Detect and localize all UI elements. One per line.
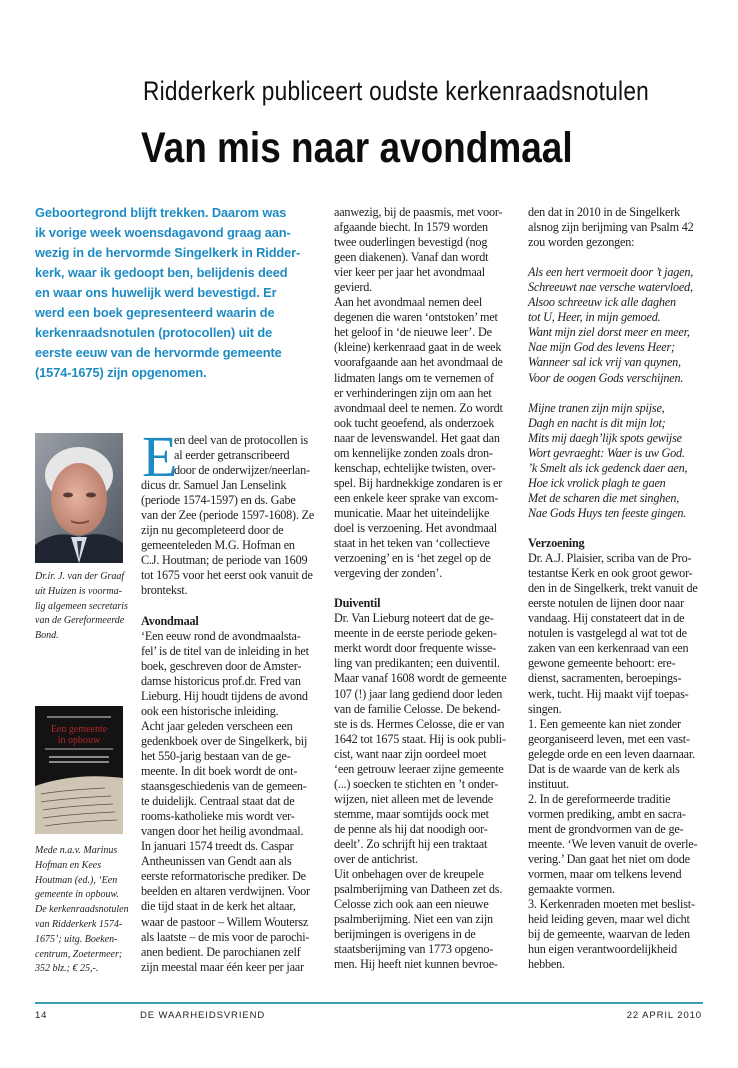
body-line: Uit onbehagen over de kreupele [334, 867, 484, 882]
author-photo [35, 433, 123, 563]
svg-text:Een gemeente: Een gemeente [50, 724, 108, 735]
body-line: alsnog zijn berijming van Psalm 42 [528, 220, 694, 235]
psalm-verse-line: Hoe ick vrolick plagh te gaen [528, 475, 666, 490]
body-line: ste is ds. Hermes Celosse, die er van [334, 716, 505, 731]
body-line: de penne als hij dat noodigh oor- [334, 821, 488, 836]
body-line: doel is verzoening. Het avondmaal [334, 520, 497, 535]
body-line: ook tucht geoefend, als onderzoek [334, 415, 495, 430]
body-line: door de onderwijzer/neerlan- [174, 463, 310, 478]
body-line: den dat in 2010 in de Singelkerk [528, 205, 681, 219]
body-line: Antheunissen van Gendt aan als [141, 854, 292, 869]
body-line: bij de gemeente, waarvan de leden [528, 927, 690, 942]
caption-line: De kerkenraadsnotulen [35, 904, 129, 916]
body-line: instituut. [528, 776, 570, 791]
body-line: Acht jaar geleden verscheen een [141, 718, 293, 733]
photo-caption [35, 570, 130, 644]
body-line: Aan het avondmaal nemen deel [334, 295, 483, 310]
body-line: kenschap, echtelijke twisten, over- [334, 460, 496, 475]
section-heading: Verzoening [528, 536, 585, 551]
lead-line: werd een boek gepresenteerd waarin de [35, 305, 275, 320]
caption-line: van de Gereformeerde [35, 615, 125, 627]
body-line: spel. Bij hardnekkige zondaren is er [334, 475, 503, 490]
body-line: het 550-jarig bestaan van de ge- [141, 748, 291, 763]
psalm-verse-line: Want mijn ziel dorst meer en meer, [528, 325, 690, 340]
body-line: (kleine) kerkenraad gaat in de week [334, 340, 502, 355]
issue-date: 22 APRIL 2010 [626, 1010, 702, 1021]
lead-line: kerk, waar ik gedoopt ben, belijdenis deed [35, 265, 288, 280]
body-line: gemeenteleden M.G. Hofman en [141, 538, 295, 553]
body-line: Dr. A.J. Plaisier, scriba van de Pro- [528, 551, 692, 566]
psalm-verse-line: Wort gevraeght: Waer is uw God. [528, 445, 685, 460]
body-line: 3. Kerkenraden moeten met beslist- [528, 897, 695, 912]
body-line: vering.’ Dan gaat het niet om dode [528, 852, 690, 867]
body-line: psalmberijming van Datheen zet ds. [334, 882, 503, 897]
body-line: heid leiding geven, maar wel dicht [528, 912, 690, 927]
psalm-verse-line: Als een hert vermoeit door ’t jagen, [528, 265, 694, 280]
body-line: brontekst. [141, 583, 188, 598]
body-line: damse historicus prof.dr. Fred van [141, 673, 301, 688]
body-line: anen bedient. De parochianen zelf [141, 944, 301, 959]
body-line: degenen die waren ‘ontstoken’ met [334, 310, 498, 325]
body-line: en deel van de protocollen is [174, 433, 308, 447]
body-line: ‘Een eeuw rond de avondmaalsta- [141, 628, 301, 643]
body-line: meente in de eerste periode geken- [334, 626, 497, 641]
body-line: over de antichrist. [334, 852, 418, 867]
body-line: fel’ is de titel van de inleiding in het [141, 643, 309, 658]
caption-line: Bond. [35, 630, 59, 642]
body-line: het geloof in ‘de nieuwe leer’. De [334, 325, 492, 340]
lead-paragraph [35, 203, 325, 383]
body-line: Dr. Van Lieburg noteert dat de ge- [334, 611, 494, 626]
body-line: werk, tucht. Hij maakt vijf toepas- [528, 686, 689, 701]
body-line: hun eigen verantwoordelijkheid [528, 942, 678, 957]
psalm-verse-line: Alsoo schreeuw ick alle daghen [528, 295, 676, 310]
body-line: georganiseerd leven, met een vast- [528, 731, 690, 746]
body-line: Maar vanaf 1608 wordt de gemeente [334, 671, 507, 686]
body-line: ling van predikanten; een duiventil. [334, 656, 500, 671]
lead-line: kerkenraadsnotulen (protocollen) uit de [35, 325, 273, 340]
caption-line: uit Huizen is voorma- [35, 585, 122, 597]
body-line: zijn meestal maar één keer per jaar [141, 959, 304, 974]
body-line: Celosse zich ook aan een nieuwe [334, 897, 489, 912]
body-line: geen diakenen). Vanaf dan wordt [334, 250, 489, 265]
body-line: boek, geschreven door de Amster- [141, 658, 302, 673]
body-line: staansgeschiedenis van de gemeen- [141, 779, 307, 794]
footer-rule [35, 1002, 703, 1004]
body-line: een enkele keer sprake van excom- [334, 490, 499, 505]
psalm-verse-line: tot U, Heer, in mijn gemoed. [528, 310, 661, 325]
body-line: gelegde orde en een leven daarnaar. [528, 746, 695, 761]
body-line: ook een historische inleiding. [141, 703, 279, 718]
psalm-verse-line: Met de scharen die met singhen, [528, 490, 680, 505]
body-line: gewone gemeente behoort: ere- [528, 656, 676, 671]
caption-line: Hofman en Kees [35, 859, 102, 871]
body-line: vormen, maar om telkens levend [528, 867, 682, 882]
page-number: 14 [35, 1010, 48, 1021]
body-line: notulen is vastgelegd al wat tot de [528, 626, 687, 641]
caption-line: van Ridderkerk 1574- [35, 918, 123, 930]
paragraph-spacer [528, 521, 708, 536]
body-line: vier keer per jaar het avondmaal [334, 265, 485, 280]
psalm-verse-line: ’k Smelt als ick gedenck daer aen, [528, 460, 688, 475]
body-line: avondmaal deel te nemen. Zo wordt [334, 400, 503, 415]
psalm-verse-line: Nae Gods Huys ten feeste gingen. [528, 505, 687, 520]
body-line: vormen prediking, ambt en sacra- [528, 806, 686, 821]
body-line: om kennelijke zonden zoals dron- [334, 445, 493, 460]
body-line: ‘een getrouw leeraer zijne gemeente [334, 761, 504, 776]
body-line: deelt’. Zo schrijft hij een traktaat [334, 836, 488, 851]
section-heading: Avondmaal [141, 613, 199, 628]
body-line: afgaande biecht. In 1579 worden [334, 220, 488, 235]
caption-line: Mede n.a.v. Marinus [35, 845, 118, 856]
article-column-3 [528, 205, 708, 972]
body-line: 1642 tot 1675 staat. Hij is ook publi- [334, 731, 506, 746]
lead-line: wezig in de hervormde Singelkerk in Ridder- [35, 245, 301, 260]
body-line: eerste reformatorische prediker. De [141, 869, 306, 884]
body-line: rooms-katholieke mis wordt ver- [141, 809, 295, 824]
body-line: er verhinderingen zijn om aan het [334, 385, 492, 400]
body-line: gedenkboek over de Singelkerk, bij [141, 733, 308, 748]
body-line: al eerder getranscribeerd [174, 448, 290, 463]
body-line: In januari 1574 treedt ds. Caspar [141, 839, 294, 854]
body-line: zijn nu gecompleteerd door de [141, 523, 284, 538]
body-line: municatie. Maar het uiteindelijke [334, 505, 490, 520]
body-line: testantse Kerk en ook groot gewor- [528, 566, 693, 581]
body-line: aanwezig, bij de paasmis, met voor- [334, 205, 503, 219]
body-line: stemme, maar somtijds oock met [334, 806, 489, 821]
psalm-verse-line: Voor de oogen Gods verschijnen. [528, 370, 684, 385]
body-line: C.J. Houtman; de periode van 1609 [141, 553, 308, 568]
body-line: hebben. [528, 957, 565, 972]
caption-line: 352 blz.; € 25,-. [35, 963, 99, 975]
body-line: meente. In dit boek wordt de ont- [141, 764, 298, 779]
body-line: wijzen, niet alleen met de levende [334, 791, 494, 806]
lead-line: en waar ons huwelijk werd bevestigd. Er [35, 285, 277, 300]
psalm-verse-line: Mits mij daegh’lijk spots gewijse [528, 430, 682, 445]
body-line: dienst, sacramenten, beroepings- [528, 671, 682, 686]
psalm-verse-line: Wanneer sal ick vrij van quynen, [528, 355, 681, 370]
body-line: naar de levenswandel. Het gaat dan [334, 430, 500, 445]
body-line: zaken van een kerkenraad van een [528, 641, 689, 656]
psalm-verse-line: Mijne tranen zijn mijn spijse, [528, 400, 665, 415]
body-line: 107 (!) jaar lang gediend door leden [334, 686, 503, 701]
paragraph-spacer [334, 581, 514, 596]
drop-cap: E [142, 424, 178, 489]
body-line: 1. Een gemeente kan niet zonder [528, 716, 681, 731]
body-line: (...) soecken te stichten en ’t onder- [334, 776, 499, 791]
body-line: Dat is de waarde van de kerk als [528, 761, 680, 776]
psalm-verse-line: Nae mijn God des levens Heer; [528, 340, 675, 355]
paragraph-spacer [528, 250, 708, 265]
body-line: psalmberijming. Niet een van zijn [334, 912, 493, 927]
psalm-verse-line: Dagh en nacht is dit mijn lot; [528, 415, 666, 430]
body-line: gevierd. [334, 280, 372, 295]
body-line: staat in het teken van ‘collectieve [334, 536, 490, 551]
svg-text:in opbouw: in opbouw [57, 735, 101, 746]
body-line: tot 1675 voor het eerst ook vanuit de [141, 568, 313, 583]
body-line: berijmingen is overigens in de [334, 927, 476, 942]
book-cover-image [35, 706, 123, 834]
caption-line: centrum, Zoetermeer; [35, 948, 123, 960]
article-kicker: Ridderkerk publiceert oudste kerkenraadsnotulen [143, 76, 650, 106]
body-line: die tijd staat in de kerk het altaar, [141, 899, 296, 914]
book-caption [35, 844, 130, 977]
caption-line: lig algemeen secretaris [35, 600, 128, 612]
body-line: zou worden gezongen: [528, 235, 635, 250]
lead-line: ik vorige week woensdagavond graag aan- [35, 225, 291, 240]
body-line: merkt wordt door frequente wisse- [334, 641, 496, 656]
body-line: van der Zee (periode 1597-1608). Ze [141, 508, 315, 523]
body-line: waar de pastoor – Willem Woutersz [141, 914, 309, 929]
caption-line: gemeente in opbouw. [35, 889, 119, 901]
paragraph-spacer [141, 599, 321, 614]
body-line: te duidelijk. Centraal staat dat de [141, 794, 295, 809]
body-line: eerste notulen de lijnen door naar [528, 596, 684, 611]
magazine-name: DE WAARHEIDSVRIEND [140, 1010, 266, 1021]
caption-line: 1675’; uitg. Boeken- [35, 933, 118, 945]
article-headline: Van mis naar avondmaal [141, 124, 573, 172]
article-column-1 [141, 424, 321, 975]
body-line: men. Hij heeft niet kunnen bevroe- [334, 957, 498, 972]
body-line: den in de Singelkerk, trekt vanuit de [528, 581, 698, 596]
psalm-verse-line: Schreeuwt nae versche watervloed, [528, 280, 693, 295]
body-line: vangen door het heilig avondmaal. [141, 824, 304, 839]
lead-line: Geboortegrond blijft trekken. Daarom was [35, 205, 287, 220]
body-line: ment de grondvormen van de ge- [528, 821, 684, 836]
paragraph-spacer [528, 386, 708, 401]
body-line: meente. ‘We leven vanuit de overle- [528, 836, 698, 851]
caption-line: Dr.ir. J. van der Graaf [35, 571, 125, 582]
body-line: (periode 1574-1597) en ds. Gabe [141, 493, 296, 508]
body-line: vandaag. Hij constateert dat in de [528, 611, 685, 626]
body-line: staatsberijming van 1773 opgeno- [334, 942, 494, 957]
body-line: als laatste – de mis voor de parochi- [141, 929, 310, 944]
section-heading: Duiventil [334, 596, 381, 611]
body-line: voorafgaande aan het avondmaal de [334, 355, 503, 370]
body-line: Lieburg. Hij houdt tijdens de avond [141, 688, 308, 703]
body-line: van de familie Celosse. De bekend- [334, 701, 501, 716]
body-line: 2. In de gereformeerde traditie [528, 791, 671, 806]
lead-line: (1574-1675) zijn opgenomen. [35, 365, 207, 380]
body-line: verzoening’ en is ‘het zegel op de [334, 551, 491, 566]
body-line: gemaakte vormen. [528, 882, 615, 897]
body-line: twee ouderlingen bevestigd (nog [334, 235, 488, 250]
body-line: dicus dr. Samuel Jan Lenselink [141, 478, 287, 493]
article-column-2 [334, 205, 514, 972]
lead-line: eerste eeuw van de hervormde gemeente [35, 345, 282, 360]
caption-line: Houtman (ed.), ‘Een [35, 874, 118, 886]
body-line: singen. [528, 701, 562, 716]
body-line: cist, want naar zijn oordeel moet [334, 746, 487, 761]
body-line: lidmaten langs om te vernemen of [334, 370, 494, 385]
body-line: beelden en altaren verdwijnen. Voor [141, 884, 310, 899]
body-line: vergeving der zonden’. [334, 566, 443, 581]
